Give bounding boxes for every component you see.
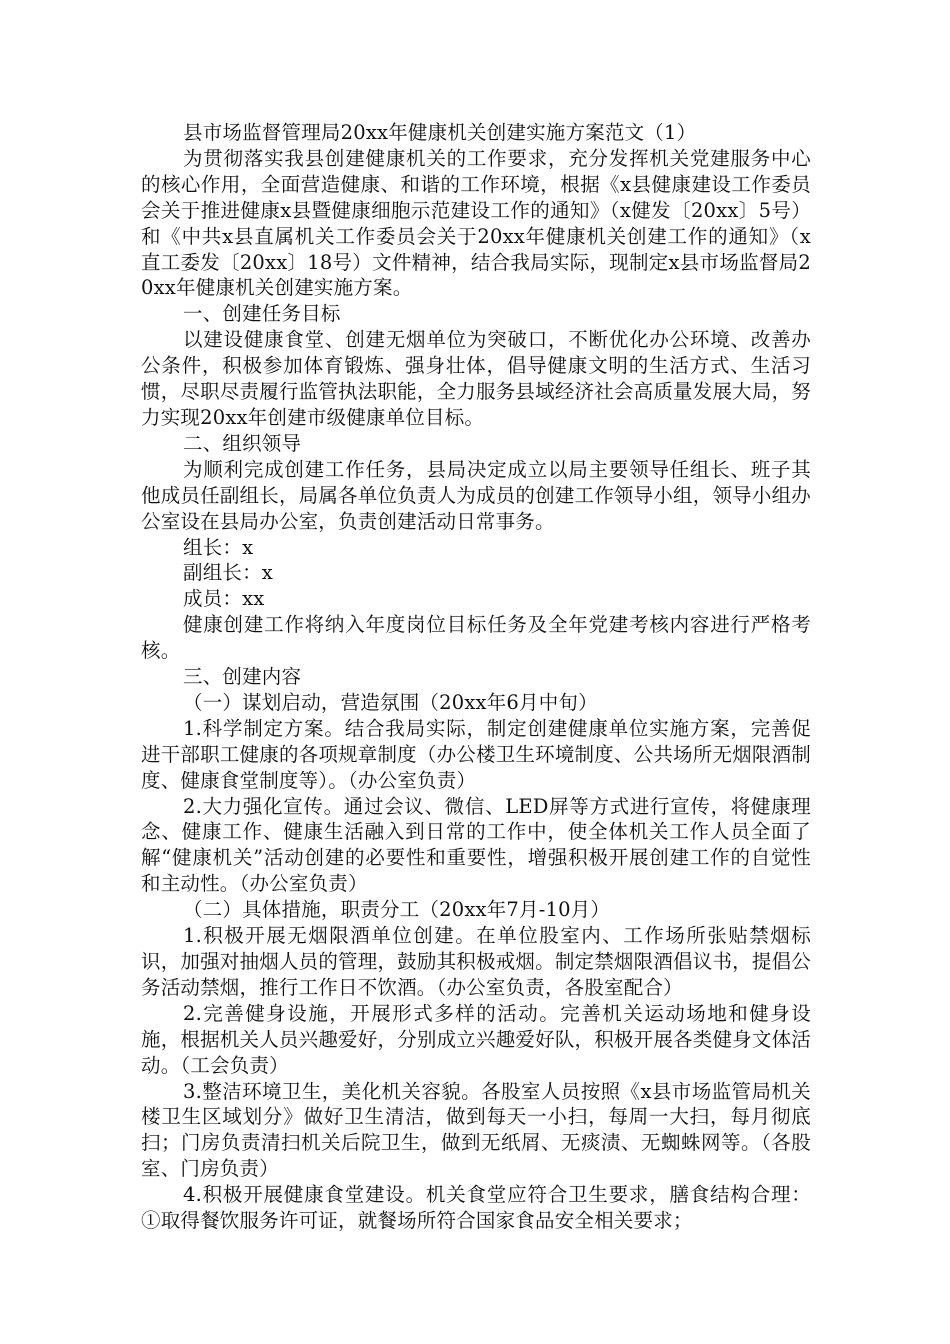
- measures-item-1: 1.积极开展无烟限酒单位创建。在单位股室内、工作场所张贴禁烟标识，加强对抽烟人员的管理，鼓励其积极戒烟。制定禁烟限酒倡议书，提倡公务活动禁烟，推行工作日不饮酒。（办公室负责，各股室配合）: [141, 924, 811, 999]
- goals-paragraph: 以建设健康食堂、创建无烟单位为突破口，不断优化办公环境、改善办公条件，积极参加体育锻炼、强身壮体，倡导健康文明的生活方式、生活习惯，尽职尽责履行监管执法职能，全力服务县域经济社会高质量发展大局，努力实现20xx年创建市级健康单位目标。: [141, 328, 811, 429]
- deputy-leader-line: 副组长：x: [183, 561, 273, 585]
- subsection-heading-launch: （一）谋划启动，营造氛围（20xx年6月中旬）: [183, 690, 598, 714]
- document-body: [141, 120, 811, 1234]
- section-heading-content: 三、创建内容: [183, 665, 302, 689]
- section-heading-leadership: 二、组织领导: [183, 431, 302, 455]
- measures-item-4: 4.积极开展健康食堂建设。机关食堂应符合卫生要求，膳食结构合理：①取得餐饮服务许可证，就餐场所符合国家食品安全相关要求；: [141, 1183, 811, 1233]
- launch-item-1: 1.科学制定方案。结合我局实际，制定创建健康单位实施方案，完善促进干部职工健康的各项规章制度（办公楼卫生环境制度、公共场所无烟限酒制度、健康食堂制度等）。（办公室负责）: [141, 716, 811, 792]
- subsection-heading-measures: （二）具体措施，职责分工（20xx年7月-10月）: [183, 898, 611, 922]
- members-line: 成员：xx: [183, 587, 265, 611]
- assessment-paragraph: 健康创建工作将纳入年度岗位目标任务及全年党建考核内容进行严格考核。: [141, 613, 811, 663]
- measures-item-3: 3.整洁环境卫生，美化机关容貌。各股室人员按照《x县市场监管局机关楼卫生区域划分》做好卫生清洁，做到每天一小扫，每周一大扫，每月彻底扫；门房负责清扫机关后院卫生，做到无纸屑、无痰渍、无蜘蛛网等。（各股室、门房负责）: [141, 1079, 811, 1181]
- section-heading-goals: 一、创建任务目标: [183, 302, 341, 326]
- measures-item-2: 2.完善健身设施，开展形式多样的活动。完善机关运动场地和健身设施，根据机关人员兴趣爱好，分别成立兴趣爱好队，积极开展各类健身文体活动。（工会负责）: [141, 1001, 811, 1077]
- intro-paragraph: 为贯彻落实我县创建健康机关的工作要求，充分发挥机关党建服务中心的核心作用，全面营造健康、和谐的工作环境，根据《x县健康建设工作委员会关于推进健康x县暨健康细胞示范建设工作的通知》（x健发〔20xx〕5号）和《中共x县直属机关工作委员会关于20xx年健康机关创建工作的通知》（x直工委发〔20xx〕18号）文件精神，结合我局实际，现制定x县市场监督局20xx年健康机关创建实施方案。: [141, 146, 811, 300]
- document-title: 县市场监督管理局20xx年健康机关创建实施方案范文（1）: [183, 121, 697, 144]
- launch-item-2: 2.大力强化宣传。通过会议、微信、LED屏等方式进行宣传，将健康理念、健康工作、健康生活融入到日常的工作中，使全体机关工作人员全面了解“健康机关”活动创建的必要性和重要性，增强积极开展创建工作的自觉性和主动性。（办公室负责）: [141, 794, 811, 896]
- leadership-paragraph: 为顺利完成创建工作任务，县局决定成立以局主要领导任组长、班子其他成员任副组长，局属各单位负责人为成员的创建工作领导小组，领导小组办公室设在县局办公室，负责创建活动日常事务。: [141, 457, 811, 533]
- leader-line: 组长：x: [183, 535, 254, 559]
